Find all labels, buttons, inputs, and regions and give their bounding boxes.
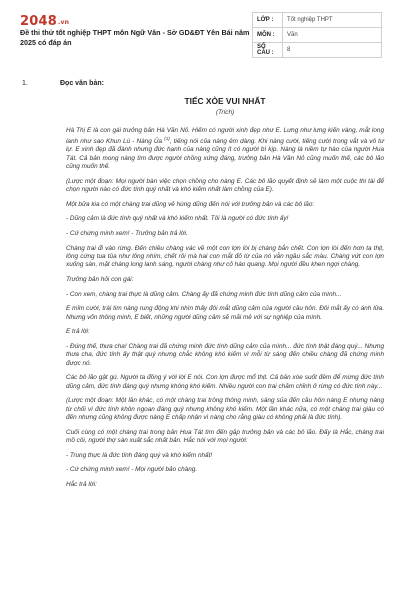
meta-key: MÔN :	[253, 28, 283, 43]
site-logo[interactable]	[20, 14, 69, 29]
paragraph: Một bữa kia có một chàng trai dũng vẻ hùng dũng đến nói với trưởng bản và các bô lão:	[66, 200, 315, 208]
section-label: Đọc văn bản:	[60, 80, 104, 87]
paragraph: - Trung thực là đức tính đáng quý và khó kiếm nhất!	[66, 451, 213, 459]
meta-value: 8	[283, 43, 382, 58]
meta-value: Tốt nghiệp THPT	[283, 13, 382, 28]
logo-suffix: .vn	[57, 19, 70, 26]
paragraph: Trưởng bản hỏi con gái:	[66, 275, 134, 283]
logo-text: 2048	[20, 14, 57, 29]
meta-value: Văn	[283, 28, 382, 43]
paragraph: - Con xem, chàng trai thực là dũng cảm. Chàng ấy đã chứng minh đức tính dũng cảm của mình...	[66, 290, 342, 298]
paragraph: Hắc trả lời:	[66, 480, 97, 488]
paragraph: Các bô lão gật gù. Người ta đồng ý với lời E nói. Con lợn được mổ thịt. Cả bản xòe suốt đêm để mừng đức tính dũng cảm, đức tính đáng quý nhưng không khó kiếm. Nhiều người con trai chăm chỉnh ở rừng có đức tính này...	[66, 374, 384, 390]
meta-row-subject	[253, 28, 382, 43]
paragraph-text: Hà Thị E là con gái trưởng bản Hà Văn Nỏ. Hiếm có người xinh đẹp như E. Lưng như lưng kiến vàng, mắt long lanh như sao Khun Lú - Nàng Ủa	[66, 126, 384, 146]
paragraph-text: , tiếng nói của nàng êm dàng. Khi nàng cười, tiếng cười trong vắt và vô tư lự. E xinh đẹp đã đành nhưng đức hạnh của nàng cũng ít có người bì kịp. Nàng là niềm tự hào của người Hua Tát. Cả bản mong nàng tìm được người chồng xứng đáng, trưởng bản Hà Văn Nỏ cũng muốn thế, các bô lão cũng muốn thế.	[66, 138, 384, 170]
paragraph	[66, 127, 384, 172]
paragraph: - Dũng cảm là đức tính quý nhất và khó kiếm nhất. Tôi là người có đức tính ấy!	[66, 215, 289, 223]
article-subtitle: (Trích)	[215, 109, 235, 117]
paragraph: Cuối cùng có một chàng trai trong bản Hua Tát tìm đến gặp trưởng bản và các bô lão. Đấy là Hắc, chàng trai mồ côi, người thợ sàn xuất sắc nhất bản. Hắc nói với mọi người:	[66, 428, 384, 444]
paragraph: - Cứ chứng minh xem! - Trưởng bản trả lời.	[66, 229, 188, 237]
exam-meta-table	[252, 12, 382, 58]
meta-row-class	[253, 13, 382, 28]
paragraph: (Lược một đoạn: Một lần khác, có một chàng trai trông thông minh, sáng sủa đến cầu hôn nàng E nhưng nàng từ chối vì đức tính khôn ngoan đáng quý nhưng không khó kiếm. Một lần khác nữa, có một chàng trai giàu có đến nhưng cũng không được nàng E chấp nhận vì nàng cho rằng giàu có không phải là đức tính).	[66, 397, 384, 421]
paragraph: (Lược một đoạn: Mọi người bàn việc chọn chồng cho nàng E. Các bô lão quyết định sẽ làm một cuộc thi tài để chọn người nào có đức tính quý nhất và khó kiếm nhất làm chồng của E).	[66, 177, 384, 193]
question-number: 1.	[22, 80, 28, 87]
meta-key: SỐ CÂU :	[253, 43, 283, 58]
paragraph: Chàng trai đi vào rừng. Đến chiều chàng vác về một con lợn lòi bị chàng bắn chết. Con lợn lòi đến hơn ta thịt, lông cứng tua tủa như lông nhím, chết rồi mà hai con mắt đỏ lừ của nó vẫn ngầu sắc màu. Chàng vứt con lợn xuống sàn, mặt chàng long lanh sáng, người chàng như cỏ hào quang. Mọi người đều khen ngợi chàng.	[66, 244, 384, 269]
footnote-marker: (1)	[164, 135, 170, 141]
paragraph: - Cứ chứng minh xem! - Mọi người bảo chàng.	[66, 466, 198, 474]
paragraph: E trả lời:	[66, 328, 90, 336]
article-title: TIẾC XÒE VUI NHẤT	[184, 96, 266, 106]
meta-row-count	[253, 43, 382, 58]
paragraph: E mỉm cười, trái tim nàng rung động khi nhìn thấy đôi mắt dũng cảm của người cầu hôn. Đôi mắt ấy có ánh lửa. Nhưng vốn thông minh, E biết, những người dũng cảm sẽ mãi mê với sự nghiệp của mình.	[66, 305, 384, 321]
paragraph: - Đúng thế, thưa cha! Chàng trai đã chứng minh đức tính dũng cảm của mình... đức tính thật đáng quý... Nhưng thưa cha, đức tính ấy thật quý nhưng chắc không khó kiếm vì mỗi từ sáng đến chiều chàng đã chứng minh được nó.	[66, 342, 384, 367]
meta-key: LỚP :	[253, 13, 283, 28]
reading-passage	[66, 94, 384, 496]
page-header	[0, 0, 400, 68]
page-title: Đề thi thử tốt nghiệp THPT môn Ngữ Văn - Sở GD&ĐT Yên Bái năm 2025 có đáp án	[20, 28, 250, 47]
